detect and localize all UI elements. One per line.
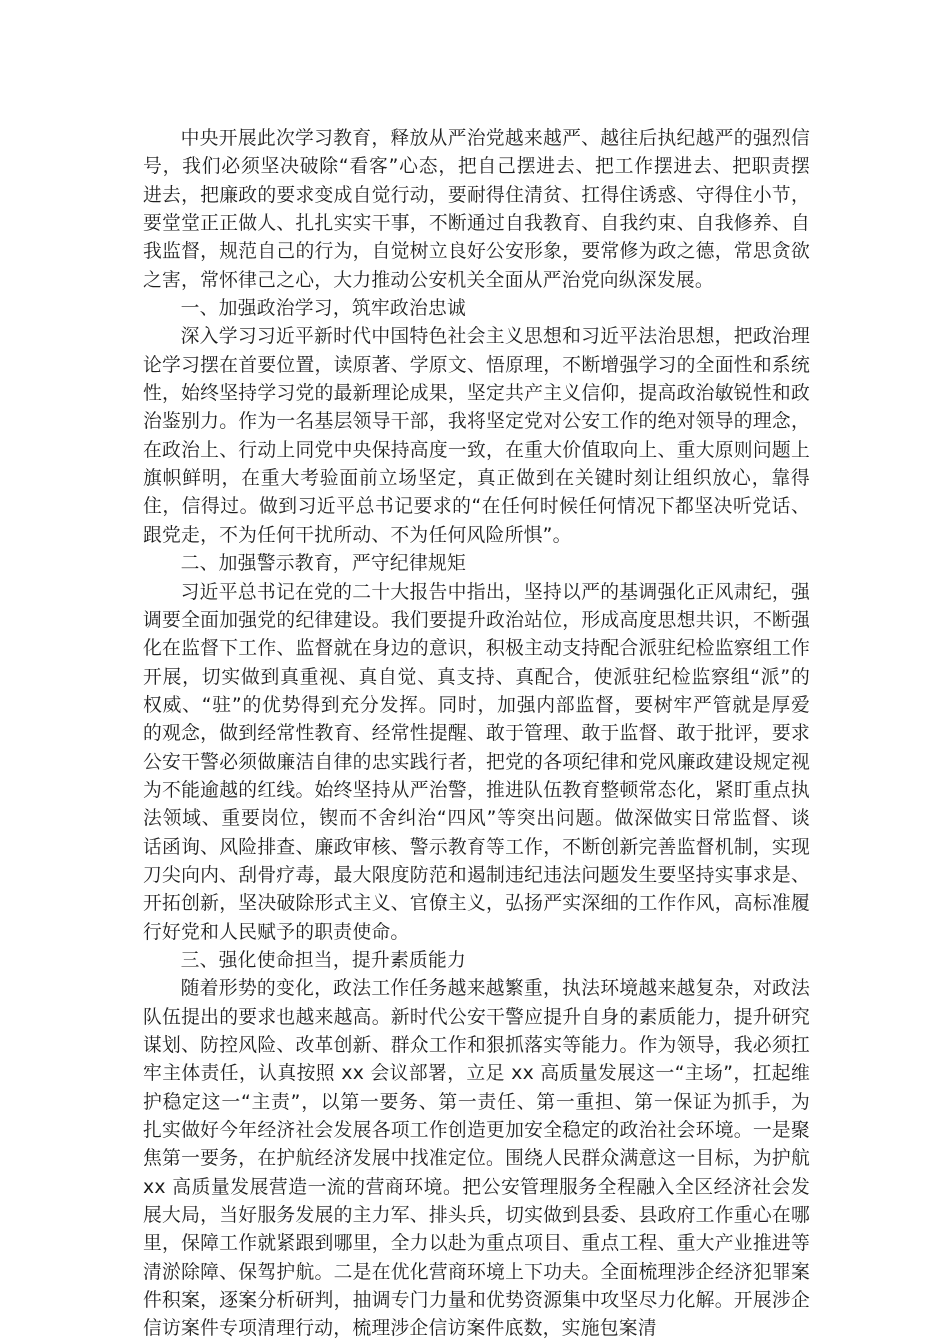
section-heading-1: 一、加强政治学习，筑牢政治忠诚 (180, 298, 467, 320)
section-heading-2: 二、加强警示教育，严守纪律规矩 (180, 553, 467, 575)
section-heading-3: 三、强化使命担当，提升素质能力 (180, 949, 467, 971)
section-1-paragraph: 深入学习习近平新时代中国特色社会主义思想和习近平法治思想，把政治理论学习摆在首要位置，读原著、学原文、悟原理，不断增强学习的全面性和系统性，始终坚持学习党的最新理论成果，坚定共产主义信仰，提高政治敏锐性和政治鉴别力。作为一名基层领导干部，我将坚定党对公安工作的绝对领导的理念，在政治上、行动上同党中央保持高度一致，在重大价值取向上、重大原则问题上旗帜鲜明，在重大考验面前立场坚定，真正做到在关键时刻让组织放心，靠得住，信得过。做到习近平总书记要求的“在任何时候任何情况下都坚决听党话、跟党走，不为任何干扰所动、不为任何风险所惧”。 (143, 326, 810, 546)
intro-paragraph: 中央开展此次学习教育，释放从严治党越来越严、越往后执纪越严的强烈信号，我们必须坚决破除“看客”心态，把自己摆进去、把工作摆进去、把职责摆进去，把廉政的要求变成自觉行动，要耐得住清贫、扛得住诱惑、守得住小节，要堂堂正正做人、扎扎实实干事，不断通过自我教育、自我约束、自我修养、自我监督，规范自己的行为，自觉树立良好公安形象，要常修为政之德，常思贪欲之害，常怀律己之心，大力推动公安机关全面从严治党向纵深发展。 (143, 128, 810, 291)
section-3-paragraph: 随着形势的变化，政法工作任务越来越繁重，执法环境越来越复杂，对政法队伍提出的要求也越来越高。新时代公安干警应提升自身的素质能力，提升研究谋划、防控风险、改革创新、群众工作和狠抓落实等能力。作为领导，我必须扛牢主体责任，认真按照 xx 会议部署，立足 xx 高质量发展这一“主场”，扛起维护稳定这一“主责”，以第一要务、第一责任、第一重担、第一保证为抓手，为扎实做好今年经济社会发展各项工作创造更加安全稳定的政治社会环境。一是聚焦第一要务，在护航经济发展中找准定位。围绕人民群众满意这一目标，为护航 xx 高质量发展营造一流的营商环境。把公安管理服务全程融入全区经济社会发展大局，当好服务发展的主力军、排头兵，切实做到县委、县政府工作重心在哪里，保障工作就紧跟到哪里，全力以赴为重点项目、重点工程、重大产业推进等清淤除障、保驾护航。二是在优化营商环境上下功夫。全面梳理涉企经济犯罪案件积案，逐案分析研判，抽调专门力量和优势资源集中攻坚尽力化解。开展涉企信访案件专项清理行动，梳理涉企信访案件底数，实施包案清 (143, 978, 810, 1340)
document-body (143, 125, 810, 1344)
section-2-paragraph: 习近平总书记在党的二十大报告中指出，坚持以严的基调强化正风肃纪，强调要全面加强党的纪律建设。我们要提升政治站位，形成高度思想共识，不断强化在监督下工作、监督就在身边的意识，积极主动支持配合派驻纪检监察组工作开展，切实做到真重视、真自觉、真支持、真配合，使派驻纪检监察组“派”的权威、“驻”的优势得到充分发挥。同时，加强内部监督，要树牢严管就是厚爱的观念，做到经常性教育、经常性提醒、敢于管理、敢于监督、敢于批评，要求公安干警必须做廉洁自律的忠实践行者，把党的各项纪律和党风廉政建设规定视为不能逾越的红线。始终坚持从严治警，推进队伍教育整顿常态化，紧盯重点执法领域、重要岗位，锲而不舍纠治“四风”等突出问题。做深做实日常监督、谈话函询、风险排查、廉政审核、警示教育等工作，不断创新完善监督机制，实现刀尖向内、刮骨疗毒，最大限度防范和遏制违纪违法问题发生要坚持实事求是、开拓创新，坚决破除形式主义、官僚主义，弘扬严实深细的工作作风，高标准履行好党和人民赋予的职责使命。 (143, 581, 810, 943)
